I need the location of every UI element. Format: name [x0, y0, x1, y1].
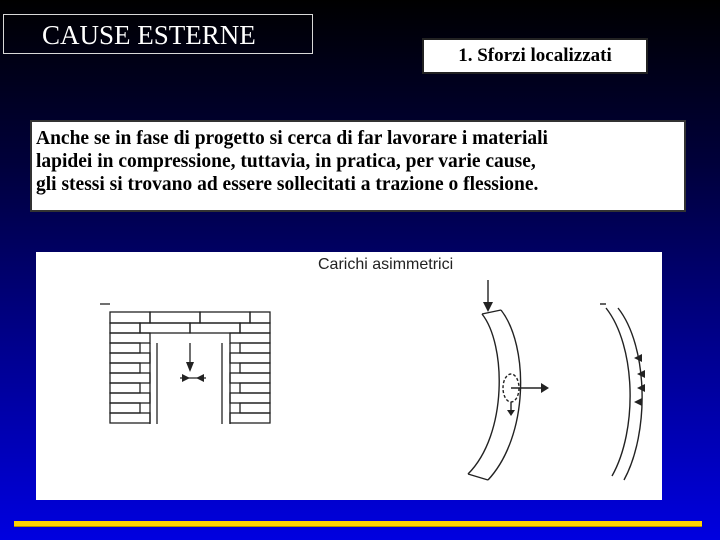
- masonry-wall-drawing: [100, 304, 270, 424]
- deflected-beam-drawing: [600, 304, 645, 480]
- figure-panel: [36, 252, 662, 500]
- slide-title: CAUSE ESTERNE: [3, 14, 313, 54]
- footer-divider: [14, 521, 702, 527]
- body-text: Anche se in fase di progetto si cerca di far lavorare i materiali lapidei in compressione, tuttavia, in pratica, per varie cause, gli stessi si trovano ad essere sollecitati a trazione o flessione.: [30, 120, 686, 212]
- curved-beam-drawing: [468, 280, 549, 480]
- slide-subtitle: 1. Sforzi localizzati: [422, 38, 648, 74]
- figure-caption: Carichi asimmetrici: [318, 256, 454, 273]
